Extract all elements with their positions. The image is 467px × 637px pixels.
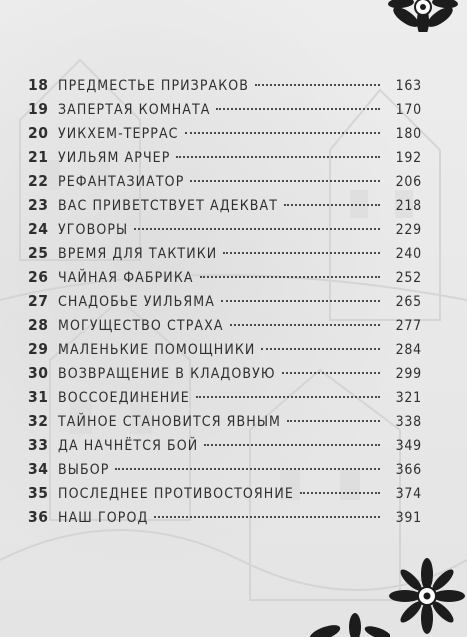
page-number: 192: [395, 150, 422, 166]
toc-row[interactable]: [28, 100, 422, 124]
chapter-number: 32: [28, 412, 49, 430]
chapter-title: СНАДОБЬЕ УИЛЬЯМА: [58, 294, 215, 310]
flower-ornament-icon: [300, 605, 390, 637]
chapter-number: 19: [28, 100, 49, 118]
chapter-number: 33: [28, 436, 49, 454]
chapter-number: 28: [28, 316, 49, 334]
toc-row[interactable]: [28, 364, 422, 388]
chapter-title: ВРЕМЯ ДЛЯ ТАКТИКИ: [58, 246, 218, 262]
leader-dots: [190, 179, 380, 182]
page-number: 284: [395, 342, 422, 358]
page-number: 321: [395, 390, 422, 406]
leader-dots: [200, 275, 380, 278]
leader-dots: [154, 515, 380, 518]
leader-dots: [282, 371, 380, 374]
chapter-title: РЕФАНТАЗИАТОР: [58, 174, 185, 190]
chapter-number: 30: [28, 364, 49, 382]
chapter-number: 35: [28, 484, 49, 502]
chapter-number: 36: [28, 508, 49, 526]
page-number: 391: [395, 510, 422, 526]
page-number: 338: [395, 414, 422, 430]
page-number: 163: [395, 78, 422, 94]
leader-dots: [115, 467, 380, 470]
leader-dots: [196, 395, 380, 398]
chapter-number: 21: [28, 148, 49, 166]
toc-row[interactable]: [28, 412, 422, 436]
chapter-number: 20: [28, 124, 49, 142]
leader-dots: [134, 227, 380, 230]
toc-row[interactable]: [28, 436, 422, 460]
leader-dots: [287, 419, 380, 422]
page-number: 374: [395, 486, 422, 502]
leader-dots: [185, 131, 380, 134]
chapter-title: НАШ ГОРОД: [58, 510, 149, 526]
chapter-title: УГОВОРЫ: [58, 222, 129, 238]
page-number: 206: [395, 174, 422, 190]
page-number: 218: [395, 198, 422, 214]
chapter-title: ЗАПЕРТАЯ КОМНАТА: [58, 102, 211, 118]
leader-dots: [221, 299, 380, 302]
page-number: 277: [395, 318, 422, 334]
chapter-number: 26: [28, 268, 49, 286]
leader-dots: [204, 443, 380, 446]
chapter-number: 18: [28, 76, 49, 94]
chapter-title: МОГУЩЕСТВО СТРАХА: [58, 318, 224, 334]
page-number: 240: [395, 246, 422, 262]
chapter-title: ПРЕДМЕСТЬЕ ПРИЗРАКОВ: [58, 78, 250, 94]
leader-dots: [223, 251, 380, 254]
page-number: 170: [395, 102, 422, 118]
chapter-title: ВОЗВРАЩЕНИЕ В КЛАДОВУЮ: [58, 366, 276, 382]
page-number: 229: [395, 222, 422, 238]
leader-dots: [216, 107, 380, 110]
toc-row[interactable]: [28, 292, 422, 316]
chapter-number: 31: [28, 388, 49, 406]
chapter-number: 34: [28, 460, 49, 478]
chapter-title: ПОСЛЕДНЕЕ ПРОТИВОСТОЯНИЕ: [58, 486, 294, 502]
chapter-number: 29: [28, 340, 49, 358]
chapter-number: 27: [28, 292, 49, 310]
chapter-title: ЧАЙНАЯ ФАБРИКА: [58, 270, 194, 286]
page-number: 299: [395, 366, 422, 382]
chapter-title: ТАЙНОЕ СТАНОВИТСЯ ЯВНЫМ: [58, 414, 282, 430]
toc-row[interactable]: [28, 316, 422, 340]
chapter-title: МАЛЕНЬКИЕ ПОМОЩНИКИ: [58, 342, 256, 358]
chapter-title: ВОССОЕДИНЕНИЕ: [58, 390, 190, 406]
page-number: 265: [395, 294, 422, 310]
toc-row[interactable]: [28, 340, 422, 364]
chapter-title: ВЫБОР: [58, 462, 110, 478]
toc-row[interactable]: [28, 508, 422, 532]
chapter-title: ВАС ПРИВЕТСТВУЕТ АДЕКВАТ: [58, 198, 278, 214]
leader-dots: [230, 323, 380, 326]
toc-row[interactable]: [28, 388, 422, 412]
leader-dots: [284, 203, 380, 206]
toc-row[interactable]: [28, 484, 422, 508]
leader-dots: [255, 83, 380, 86]
flower-ornament-icon: [388, 0, 458, 32]
chapter-title: УИЛЬЯМ АРЧЕР: [58, 150, 171, 166]
chapter-number: 22: [28, 172, 49, 190]
page-number: 252: [395, 270, 422, 286]
leader-dots: [261, 347, 380, 350]
page-number: 180: [395, 126, 422, 142]
page-number: 349: [395, 438, 422, 454]
chapter-title: ДА НАЧНЁТСЯ БОЙ: [58, 438, 199, 454]
toc-row[interactable]: [28, 244, 422, 268]
chapter-number: 23: [28, 196, 49, 214]
chapter-number: 25: [28, 244, 49, 262]
toc-row[interactable]: [28, 124, 422, 148]
toc-row[interactable]: [28, 76, 422, 100]
toc-row[interactable]: [28, 172, 422, 196]
toc-row[interactable]: [28, 268, 422, 292]
toc-row[interactable]: [28, 460, 422, 484]
toc-row[interactable]: [28, 196, 422, 220]
chapter-number: 24: [28, 220, 49, 238]
leader-dots: [300, 491, 380, 494]
flower-ornament-icon: [387, 555, 467, 637]
leader-dots: [176, 155, 380, 158]
toc-row[interactable]: [28, 148, 422, 172]
chapter-title: УИКХЕМ-ТЕРРАС: [58, 126, 179, 142]
page-number: 366: [395, 462, 422, 478]
toc-row[interactable]: [28, 220, 422, 244]
